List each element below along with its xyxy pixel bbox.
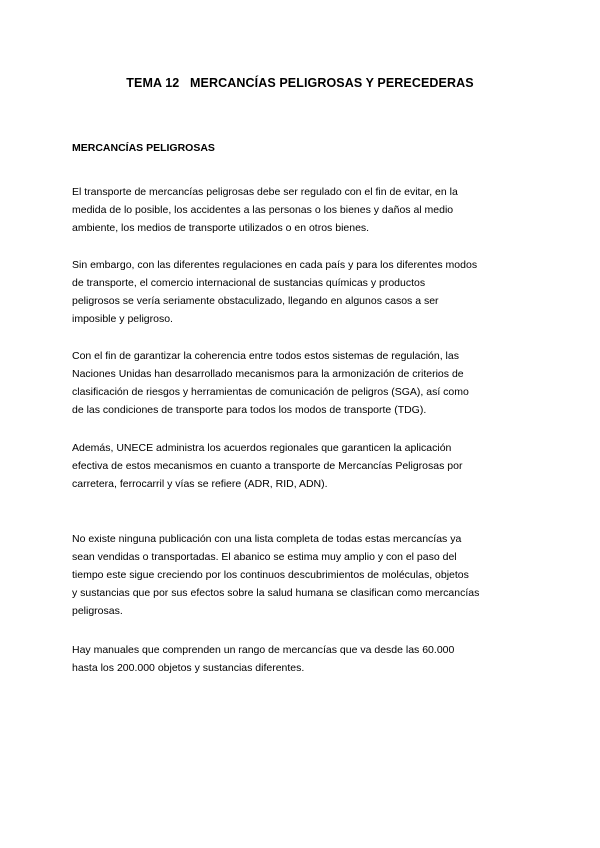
paragraph-line: de transporte, el comercio internacional de sustancias químicas y productos [72,277,426,289]
paragraph-2 [72,256,532,328]
paragraph-line: Hay manuales que comprenden un rango de mercancías que va desde las 60.000 [72,644,455,656]
paragraph-line: tiempo este sigue creciendo por los continuos descubrimientos de moléculas, objetos [72,569,469,581]
paragraph-line: carretera, ferrocarril y vías se refiere (ADR, RID, ADN). [72,478,328,490]
paragraph-5 [72,530,532,620]
paragraph-line: y sustancias que por sus efectos sobre la salud humana se clasifican como mercancías [72,587,480,599]
paragraph-line: Con el fin de garantizar la coherencia entre todos estos sistemas de regulación, las [72,350,459,362]
paragraph-line: No existe ninguna publicación con una lista completa de todas estas mercancías ya [72,533,462,545]
paragraph-line: sean vendidas o transportadas. El abanico se estima muy amplio y con el paso del [72,551,457,563]
paragraph-4 [72,439,532,493]
paragraph-3 [72,347,532,419]
paragraph-1 [72,183,532,237]
paragraph-line: de las condiciones de transporte para todos los modos de transporte (TDG). [72,404,427,416]
paragraph-line: efectiva de estos mecanismos en cuanto a transporte de Mercancías Peligrosas por [72,460,463,472]
paragraph-line: clasificación de riesgos y herramientas de comunicación de peligros (SGA), así como [72,386,469,398]
paragraph-line: El transporte de mercancías peligrosas debe ser regulado con el fin de evitar, en la [72,186,458,198]
paragraph-line: Naciones Unidas han desarrollado mecanismos para la armonización de criterios de [72,368,464,380]
paragraph-line: peligrosos se vería seriamente obstaculizado, llegando en algunos casos a ser [72,295,439,307]
paragraph-line: ambiente, los medios de transporte utilizados o en otros bienes. [72,222,370,234]
paragraph-line: medida de lo posible, los accidentes a las personas o los bienes y daños al medio [72,204,454,216]
section-heading: MERCANCÍAS PELIGROSAS [72,142,215,154]
paragraph-line: imposible y peligroso. [72,313,173,325]
paragraph-6 [72,641,532,677]
page-title: TEMA 12 MERCANCÍAS PELIGROSAS Y PERECEDERAS [126,76,474,90]
paragraph-line: Además, UNECE administra los acuerdos regionales que garanticen la aplicación [72,442,452,454]
paragraph-line: Sin embargo, con las diferentes regulaciones en cada país y para los diferentes modos [72,259,478,271]
paragraph-line: hasta los 200.000 objetos y sustancias diferentes. [72,662,305,674]
paragraph-line: peligrosas. [72,605,123,617]
